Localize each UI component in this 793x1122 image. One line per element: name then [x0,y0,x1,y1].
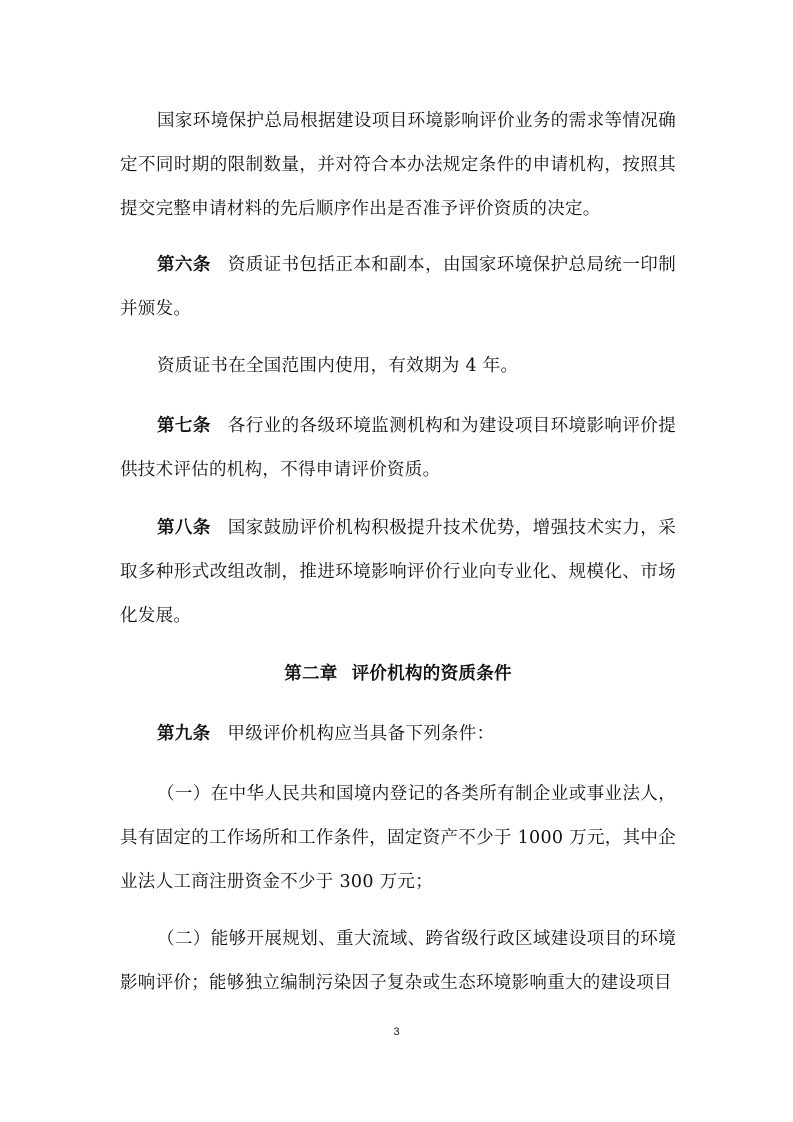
article-8 [120,506,676,638]
article-6 [120,243,676,331]
article-label: 第八条 [157,518,211,538]
chapter-title: 评价机构的资质条件 [351,664,512,684]
page-number: 3 [393,1026,400,1038]
chapter-number: 第二章 [284,664,338,684]
paragraph-quota-decision [120,99,676,231]
chapter-heading [120,652,676,696]
article-9 [120,712,676,756]
article-7 [120,404,676,492]
condition-item-2 [120,917,676,1005]
condition-text: （二）能够开展规划、重大流域、跨省级行政区域建设项目的环境影响评价；能够独立编制污染因子复杂或生态环境影响重大的建设项目 [120,929,676,993]
condition-item-1 [120,772,676,904]
article-text: 甲级评价机构应当具备下列条件： [227,724,495,744]
paragraph-text: 资质证书在全国范围内使用，有效期为 4 年。 [157,356,519,376]
condition-text: （一）在中华人民共和国境内登记的各类所有制企业或事业法人，具有固定的工作场所和工作条件，固定资产不少于 1000 万元，其中企业法人工商注册资金不少于 300 万元； [120,784,676,892]
article-label: 第六条 [157,255,211,275]
paragraph-certificate-validity [120,344,676,388]
article-label: 第七条 [157,416,211,436]
paragraph-text: 国家环境保护总局根据建设项目环境影响评价业务的需求等情况确定不同时期的限制数量，并对符合本办法规定条件的申请机构，按照其提交完整申请材料的先后顺序作出是否准予评价资质的决定。 [120,111,676,219]
article-text: 各行业的各级环境监测机构和为建设项目环境影响评价提供技术评估的机构，不得申请评价资质。 [120,416,677,480]
article-text: 国家鼓励评价机构积极提升技术优势，增强技术实力，采取多种形式改组改制，推进环境影响评价行业向专业化、规模化、市场化发展。 [120,518,677,626]
article-text: 资质证书包括正本和副本，由国家环境保护总局统一印制并颁发。 [120,255,677,319]
article-label: 第九条 [157,724,211,744]
